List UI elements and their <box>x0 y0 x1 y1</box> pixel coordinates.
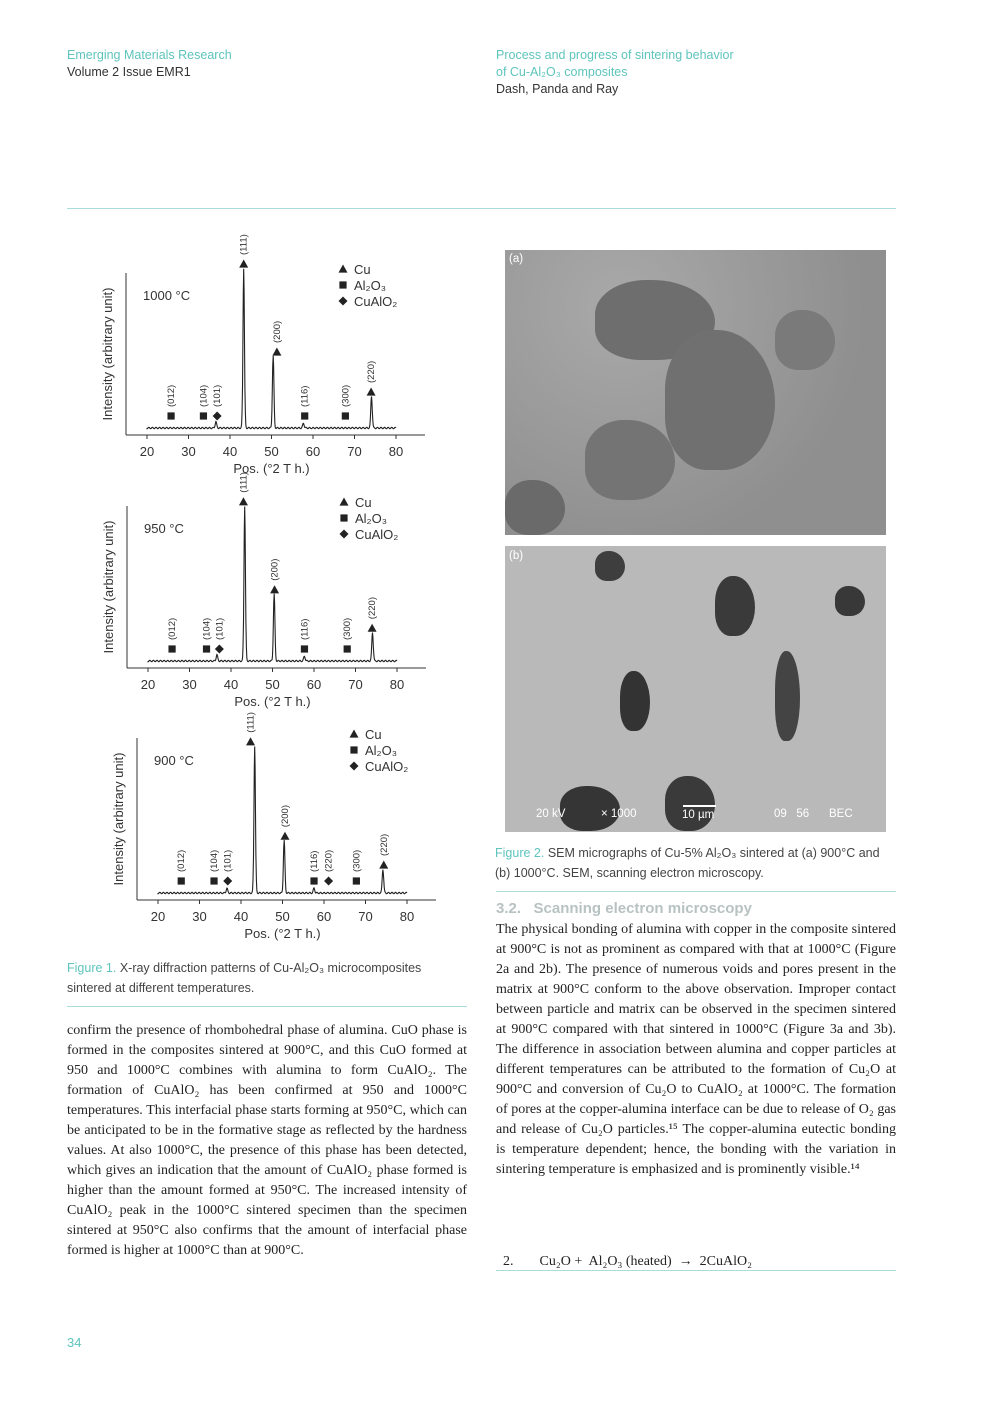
peak-label: (300) <box>351 849 363 872</box>
sem-particle <box>835 586 865 616</box>
sem-mode: BEC <box>829 808 853 820</box>
sem-particle <box>775 310 835 370</box>
xrd-chart-3 <box>106 710 446 950</box>
left-column-text: confirm the presence of rhombohedral phase of alumina. CuO phase is formed in the composites sintered at 900°C, and this CuO formed at 950 and 1000°C combines with alumina to form CuAlO₂. The formation of CuAlO₂ has been confirmed at 950 and 1000°C temperatures. This interfacial phase starts forming at 950°C, which can be anticipated to be in the formative stage as reflected by the hardness values. At also 1000°C, the presence of this phase has been detected, which gives an indication that the amount of CuAlO₂ phase formed is higher than the amount formed at 950°C. The increased intensity of CuAlO₂ peak in the 1000°C sintered specimen than the specimen sintered at 950°C also confirms that the amount of interfacial phase formed is higher at 1000°C than at 900°C. <box>67 1023 467 1258</box>
legend-label: CuAlO₂ <box>354 294 398 309</box>
peak-marker-square <box>301 645 308 652</box>
peak-marker-triangle <box>270 585 279 593</box>
legend-label: CuAlO₂ <box>355 527 399 542</box>
peak-marker-diamond <box>324 877 333 886</box>
temperature-label: 900 °C <box>154 753 194 768</box>
x-tick-label: 70 <box>358 909 373 924</box>
peak-label: (116) <box>309 850 321 872</box>
peak-label: (300) <box>340 384 352 407</box>
peak-marker-square <box>353 877 360 884</box>
sem-image-a <box>505 250 886 535</box>
header-rule <box>67 208 896 209</box>
peak-label: (101) <box>212 384 224 407</box>
journal-header <box>67 47 232 81</box>
peak-marker-square <box>178 877 185 884</box>
peak-marker-triangle <box>239 497 248 505</box>
legend-triangle-icon <box>339 265 348 273</box>
peak-label: (200) <box>269 558 281 581</box>
sem-particle <box>715 576 755 636</box>
peak-marker-square <box>210 877 217 884</box>
y-axis-label: Intensity (arbitrary unit) <box>111 752 126 886</box>
x-tick-label: 40 <box>222 444 238 459</box>
peak-marker-square <box>301 412 308 419</box>
peak-marker-diamond <box>223 877 232 886</box>
peak-label: (012) <box>167 617 179 640</box>
x-tick-label: 40 <box>233 909 249 924</box>
peak-label: (116) <box>299 385 311 407</box>
journal-name: Emerging Materials Research <box>67 48 232 62</box>
y-axis-label: Intensity (arbitrary unit) <box>100 287 115 421</box>
x-tick-label: 80 <box>388 444 404 459</box>
peak-label: (111) <box>238 234 250 255</box>
article-header <box>496 47 734 98</box>
legend-triangle-icon <box>350 730 359 738</box>
x-axis-label: Pos. (°2 T h.) <box>233 461 310 476</box>
panel-label-a: (a) <box>509 253 524 265</box>
legend-label: Al₂O₃ <box>354 278 387 293</box>
temperature-label: 1000 °C <box>143 288 191 303</box>
peak-label: (200) <box>271 320 283 343</box>
peak-marker-triangle <box>246 737 255 745</box>
peak-label: (104) <box>198 384 210 407</box>
section-title: Scanning electron microscopy <box>533 900 752 917</box>
sem-code: 09 56 <box>774 808 810 820</box>
peak-marker-triangle <box>280 832 289 840</box>
peak-label: (220) <box>378 833 390 856</box>
equation <box>496 1232 896 1292</box>
peak-label: (300) <box>342 617 354 640</box>
x-tick-label: 80 <box>399 909 415 924</box>
article-title-line2: of Cu-Al₂O₃ composites <box>496 65 628 79</box>
x-tick-label: 20 <box>140 677 156 692</box>
peak-label: (220) <box>323 849 335 872</box>
sem-particle <box>585 420 675 500</box>
x-tick-label: 40 <box>223 677 239 692</box>
x-tick-label: 70 <box>347 444 362 459</box>
figure1-label: Figure 1. <box>67 961 117 975</box>
peak-marker-diamond <box>213 412 222 421</box>
sem-scale-label: 10 µm <box>682 809 715 821</box>
x-tick-label: 50 <box>275 909 290 924</box>
peak-marker-triangle <box>367 388 376 396</box>
peak-label: (220) <box>367 597 379 620</box>
panel-label-b: (b) <box>509 550 524 562</box>
legend-diamond-icon <box>339 297 348 306</box>
legend-label: CuAlO₂ <box>365 759 409 774</box>
peak-marker-triangle <box>239 260 248 268</box>
figure2-label: Figure 2. <box>495 846 545 860</box>
figure2-caption <box>495 843 900 883</box>
peak-marker-square <box>203 645 210 652</box>
x-tick-label: 60 <box>306 677 322 692</box>
peak-marker-square <box>344 645 351 652</box>
y-axis-label: Intensity (arbitrary unit) <box>101 520 116 654</box>
peak-marker-triangle <box>379 861 388 869</box>
sem-particle <box>620 671 650 731</box>
article-title-line1: Process and progress of sintering behavior <box>496 48 734 62</box>
peak-marker-triangle <box>368 624 377 632</box>
sem-particle <box>665 330 775 470</box>
legend-square-icon <box>350 746 357 753</box>
figure2-caption-text1: SEM micrographs of Cu-5% Al₂O₃ sintered at (a) 900°C and <box>544 846 880 860</box>
xrd-chart-1 <box>95 234 435 485</box>
page-number: 34 <box>67 1335 82 1350</box>
peak-marker-square <box>310 877 317 884</box>
peak-label: (101) <box>214 617 226 640</box>
scale-bar <box>683 805 716 807</box>
peak-marker-triangle <box>272 348 281 356</box>
figure1-caption <box>67 958 467 998</box>
sem-particle <box>505 480 565 535</box>
section-number: 3.2. <box>496 900 522 917</box>
legend-triangle-icon <box>340 498 349 506</box>
sem-voltage: 20 kV <box>536 808 566 820</box>
peak-label: (220) <box>366 360 378 383</box>
x-tick-label: 60 <box>316 909 332 924</box>
peak-label: (101) <box>222 849 234 872</box>
x-tick-label: 50 <box>264 444 279 459</box>
legend-label: Cu <box>365 727 382 742</box>
peak-marker-square <box>167 412 174 419</box>
x-tick-label: 50 <box>265 677 280 692</box>
legend-label: Cu <box>354 262 371 277</box>
peak-marker-square <box>168 645 175 652</box>
figure1-rule <box>67 1006 467 1007</box>
peak-label: (012) <box>166 384 178 407</box>
article-authors: Dash, Panda and Ray <box>496 82 619 96</box>
x-tick-label: 70 <box>348 677 363 692</box>
peak-label: (111) <box>238 472 250 493</box>
sem-particle <box>665 776 715 831</box>
legend-diamond-icon <box>340 530 349 539</box>
sem-magnification: × 1000 <box>601 808 637 820</box>
x-tick-label: 30 <box>181 444 196 459</box>
equation-text: Cu₂O + Al₂O₃ (heated) → 2CuAlO₂ <box>539 1254 753 1269</box>
figure2-caption-text2: (b) 1000°C. SEM, scanning electron microscopy. <box>495 866 764 880</box>
peak-label: (116) <box>299 618 311 640</box>
x-tick-label: 60 <box>305 444 321 459</box>
peak-marker-square <box>200 412 207 419</box>
legend-diamond-icon <box>350 762 359 771</box>
peak-label: (012) <box>176 849 188 872</box>
peak-label: (200) <box>279 805 291 828</box>
sem-particle <box>595 551 625 581</box>
x-tick-label: 30 <box>182 677 197 692</box>
legend-square-icon <box>340 514 347 521</box>
temperature-label: 950 °C <box>144 521 184 536</box>
equation-rule <box>496 1270 896 1271</box>
x-tick-label: 20 <box>139 444 155 459</box>
legend-label: Cu <box>355 495 372 510</box>
x-axis-label: Pos. (°2 T h.) <box>234 694 311 709</box>
equation-number: 2. <box>503 1254 514 1269</box>
sem-image-b <box>505 546 886 832</box>
section-heading <box>496 900 752 917</box>
figure2-rule <box>496 891 896 892</box>
peak-label: (104) <box>201 617 213 640</box>
x-axis-label: Pos. (°2 T h.) <box>244 926 321 941</box>
legend-label: Al₂O₃ <box>355 511 388 526</box>
figure1-caption-text1: X-ray diffraction patterns of Cu-Al₂O₃ microcomposites <box>116 961 422 975</box>
sem-particle <box>775 651 800 741</box>
xrd-chart-2 <box>96 472 436 718</box>
peak-marker-square <box>342 412 349 419</box>
legend-label: Al₂O₃ <box>365 743 398 758</box>
peak-label: (111) <box>245 712 257 733</box>
peak-marker-diamond <box>215 645 224 654</box>
x-tick-label: 20 <box>150 909 166 924</box>
peak-label: (104) <box>209 849 221 872</box>
right-column-text: The physical bonding of alumina with copper in the composite sintered at 900°C is not as prominent as compared with that at 1000°C (Figure 2a and 2b). The presence of numerous voids and pores present in the matrix at 900°C conform to the above observation. Improper contact between particle and matrix can be observed in the specimen sintered at 900°C compared with that sintered in 1000°C (Figure 3a and 3b). The difference in association between alumina and copper particles at different temperatures can be attributed to the formation of Cu₂O at 900°C and conversion of Cu₂O to CuAlO₂ at 1000°C. The formation of pores at the copper-alumina interface can be due to release of O₂ gas and release of Cu₂O particles.¹⁵ The copper-alumina eutectic bonding is temperature dependent; hence, the bonding with the variation in sintering temperature is emphasized and is prominently visible.¹⁴ <box>496 922 896 1177</box>
x-tick-label: 30 <box>192 909 207 924</box>
legend-square-icon <box>339 281 346 288</box>
figure1-caption-text2: sintered at different temperatures. <box>67 981 255 995</box>
x-tick-label: 80 <box>389 677 405 692</box>
journal-volume: Volume 2 Issue EMR1 <box>67 65 191 79</box>
